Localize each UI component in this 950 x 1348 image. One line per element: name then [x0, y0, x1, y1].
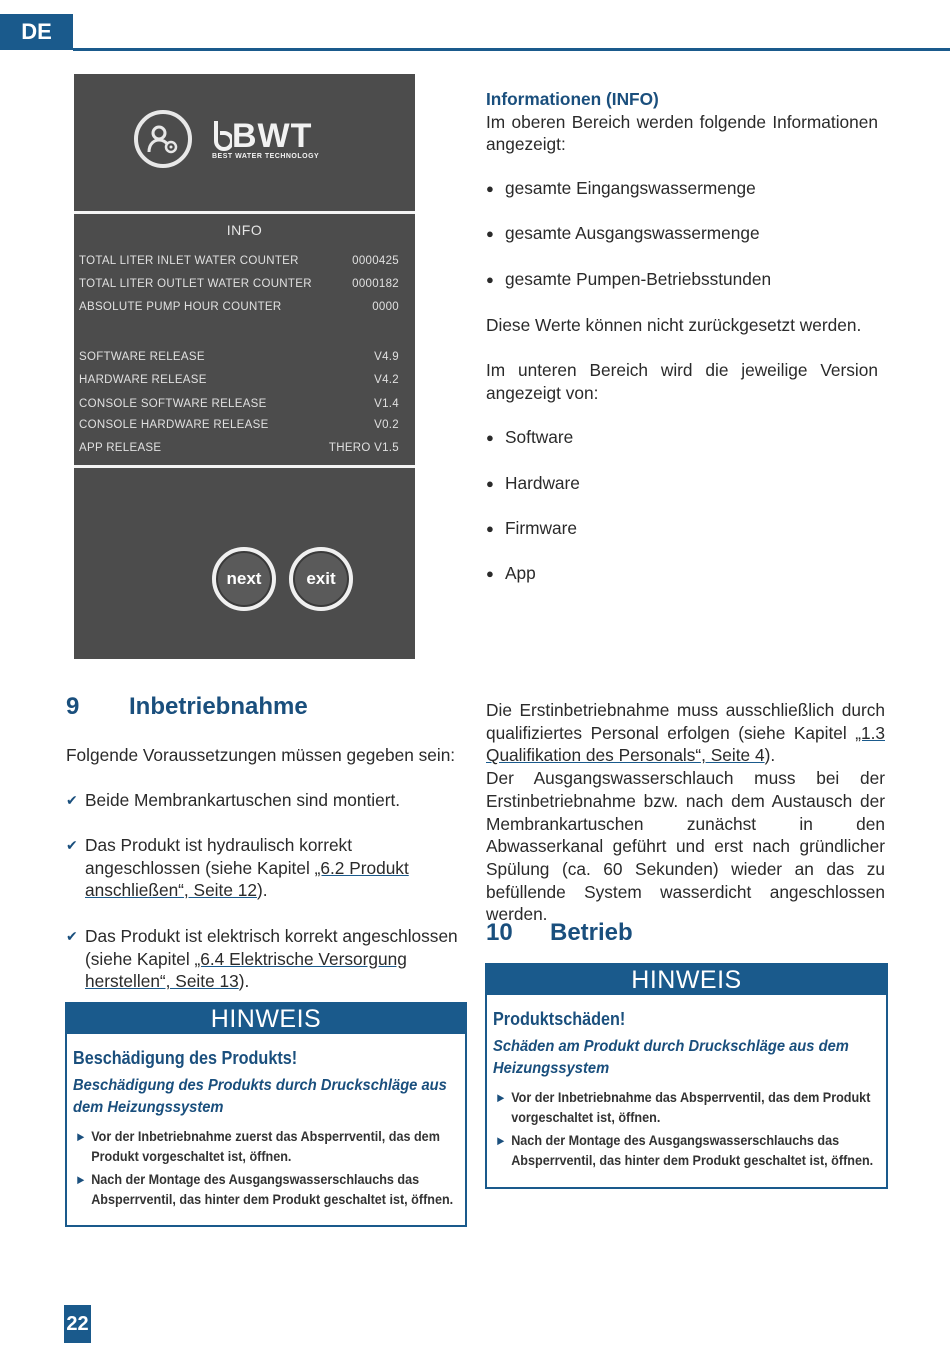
- bullet-icon: ●: [486, 566, 494, 581]
- checkmark-icon: ✔: [66, 928, 78, 944]
- checklist-item: [66, 834, 466, 902]
- counter-value: 0000425: [352, 255, 399, 267]
- section-intro: Folgende Voraussetzungen müssen gegeben sein:: [66, 745, 456, 765]
- counter-value: 0000182: [352, 278, 399, 290]
- reset-note: Diese Werte können nicht zurückgesetzt werden.: [486, 315, 862, 335]
- commissioning-text: [486, 699, 885, 926]
- bwt-logo: [212, 116, 320, 160]
- list-item: [486, 563, 536, 584]
- checklist-text-end: ).: [238, 971, 250, 992]
- list-item: [486, 427, 573, 448]
- notice-title: Beschädigung des Produkts!: [73, 1048, 298, 1068]
- paragraph-text: Die Erstinbetriebnahme muss ausschließlich durch qualifiziertes Personal erfolgen (siehe Kapitel: [486, 700, 885, 743]
- release-value: THERO V1.5: [328, 442, 399, 454]
- checklist-item: [66, 789, 466, 812]
- section-heading: [486, 919, 633, 947]
- notice-box: [65, 1002, 467, 1227]
- counter-label: TOTAL LITER OUTLET WATER COUNTER: [79, 278, 312, 290]
- release-value: V0.2: [374, 419, 399, 431]
- bullet-icon: ●: [486, 181, 494, 196]
- divider: [74, 465, 415, 468]
- release-label: CONSOLE HARDWARE RELEASE: [79, 419, 269, 431]
- brand-name: BWT: [232, 116, 313, 155]
- page-number: [64, 1305, 91, 1343]
- section-title: Betrieb: [550, 919, 633, 946]
- bullet-icon: ●: [486, 272, 494, 287]
- release-row: [79, 374, 399, 386]
- release-row: [79, 351, 399, 363]
- next-label: next: [226, 569, 262, 588]
- brand-tagline: BEST WATER TECHNOLOGY: [212, 152, 320, 160]
- paragraph-end: ).: [764, 745, 776, 766]
- list-item-text: gesamte Eingangswassermenge: [505, 178, 756, 198]
- bullet-icon: ●: [486, 430, 494, 445]
- release-row: [79, 442, 399, 454]
- brand-logo: [134, 110, 319, 168]
- checklist-text: Beide Membrankartuschen sind montiert.: [85, 790, 401, 810]
- paragraph: Der Ausgangswasserschlauch muss bei der Erstinbetriebnahme bzw. nach dem Austausch der Membrankartuschen zunächst in den Abwasserkanal geführt und erst nach gründlicher Spülung (ca. 60 Sekunden) wieder an das zu befüllende System wasserdicht angeschlossen werden.: [486, 768, 885, 925]
- section-heading: [66, 693, 308, 721]
- chapter-link[interactable]: „6.4 Elektrische Versorgung herstellen“, Seite 13: [85, 948, 407, 992]
- info-heading: Informationen (INFO): [486, 89, 659, 109]
- checklist-text: [85, 925, 466, 993]
- counter-row: [79, 255, 399, 267]
- checklist-text-part: Das Produkt ist hydraulisch korrekt angeschlossen (siehe Kapitel: [85, 835, 352, 878]
- divider: [74, 211, 415, 214]
- checklist-text-part: Das Produkt ist elektrisch korrekt angeschlossen (siehe Kapitel: [85, 926, 458, 969]
- list-item: [486, 269, 771, 290]
- info-intro: Im oberen Bereich werden folgende Informationen angezeigt:: [486, 111, 878, 155]
- notice-step: [75, 1170, 485, 1209]
- release-value: V1.4: [374, 398, 399, 410]
- counter-value: 0000: [372, 301, 399, 313]
- notice-step: [495, 1131, 906, 1170]
- bullet-icon: ●: [486, 521, 494, 536]
- section-title: Inbetriebnahme: [129, 693, 308, 720]
- arrow-right-icon: ►: [495, 1090, 507, 1105]
- next-button[interactable]: [212, 547, 276, 611]
- arrow-right-icon: ►: [75, 1129, 87, 1144]
- checklist-text: [85, 834, 466, 902]
- language-label: DE: [21, 19, 52, 44]
- list-item: [486, 223, 760, 244]
- list-item-text: gesamte Pumpen-Betriebsstunden: [505, 269, 772, 289]
- list-item-text: Firmware: [505, 518, 578, 538]
- list-item-text: Hardware: [505, 473, 580, 493]
- paragraph: [486, 699, 885, 767]
- device-screen: [74, 74, 415, 659]
- counter-row: [79, 278, 399, 290]
- checklist-item: [66, 925, 466, 993]
- exit-button[interactable]: [289, 547, 353, 611]
- counter-label: ABSOLUTE PUMP HOUR COUNTER: [79, 301, 282, 313]
- user-settings-icon: [134, 110, 192, 168]
- list-item-text: gesamte Ausgangswassermenge: [505, 223, 760, 243]
- version-intro: Im unteren Bereich wird die jeweilige Version angezeigt von:: [486, 360, 878, 403]
- page-number-label: 22: [66, 1312, 89, 1335]
- list-item: [486, 518, 577, 539]
- counter-label: TOTAL LITER INLET WATER COUNTER: [79, 255, 299, 267]
- checklist-text-end: ).: [256, 880, 268, 901]
- bullet-icon: ●: [486, 476, 494, 491]
- notice-step-text: Vor der Inbetriebnahme zuerst das Absperrventil, das dem Produkt vorgeschaltet ist, öffnen.: [91, 1128, 440, 1164]
- arrow-right-icon: ►: [495, 1133, 507, 1148]
- header-rule: [73, 48, 950, 51]
- checkmark-icon: ✔: [66, 792, 78, 808]
- notice-step-text: Vor der Inbetriebnahme das Absperrventil, das dem Produkt vorgeschaltet ist, öffnen.: [511, 1089, 871, 1125]
- notice-step: [495, 1088, 906, 1127]
- notice-step-text: Nach der Montage des Ausgangswasserschlauchs das Absperrventil, das hinter dem Produkt geschaltet ist, öffnen.: [91, 1171, 454, 1207]
- language-badge: [0, 14, 73, 50]
- notice-step: [75, 1127, 485, 1166]
- release-label: APP RELEASE: [79, 442, 162, 454]
- release-label: CONSOLE SOFTWARE RELEASE: [79, 398, 267, 410]
- notice-subtitle: Beschädigung des Produkts durch Druckschläge aus dem Heizungssystem: [73, 1077, 447, 1116]
- section-number: 9: [66, 693, 80, 720]
- notice-box: [485, 963, 888, 1189]
- release-label: HARDWARE RELEASE: [79, 374, 207, 386]
- notice-header: HINWEIS: [487, 965, 886, 995]
- bullet-icon: ●: [486, 226, 494, 241]
- release-value: V4.9: [374, 351, 399, 363]
- chapter-link[interactable]: „6.2 Produkt anschließen“, Seite 12: [85, 857, 409, 901]
- counter-row: [79, 301, 399, 313]
- section-number: 10: [486, 919, 513, 946]
- screen-title: INFO: [226, 222, 263, 238]
- notice-title: Produktschäden!: [493, 1009, 626, 1029]
- release-row: [79, 419, 399, 431]
- list-item: [486, 473, 580, 494]
- exit-label: exit: [306, 569, 336, 588]
- arrow-right-icon: ►: [75, 1172, 87, 1187]
- list-item-text: Software: [505, 427, 574, 447]
- list-item: [486, 178, 756, 199]
- info-section: [486, 88, 878, 156]
- checkmark-icon: ✔: [66, 837, 78, 853]
- notice-subtitle: Schäden am Produkt durch Druckschläge aus dem Heizungssystem: [493, 1038, 849, 1077]
- list-item-text: App: [505, 563, 536, 583]
- water-drop-icon: [212, 119, 232, 153]
- notice-header: HINWEIS: [67, 1004, 465, 1034]
- release-value: V4.2: [374, 374, 399, 386]
- release-row: [79, 398, 399, 410]
- release-label: SOFTWARE RELEASE: [79, 351, 205, 363]
- chapter-link[interactable]: „1.3 Qualifikation des Personals“, Seite 4: [486, 722, 885, 766]
- notice-step-text: Nach der Montage des Ausgangswasserschlauchs das Absperrventil, das hinter dem Produkt geschaltet ist, öffnen.: [511, 1132, 874, 1168]
